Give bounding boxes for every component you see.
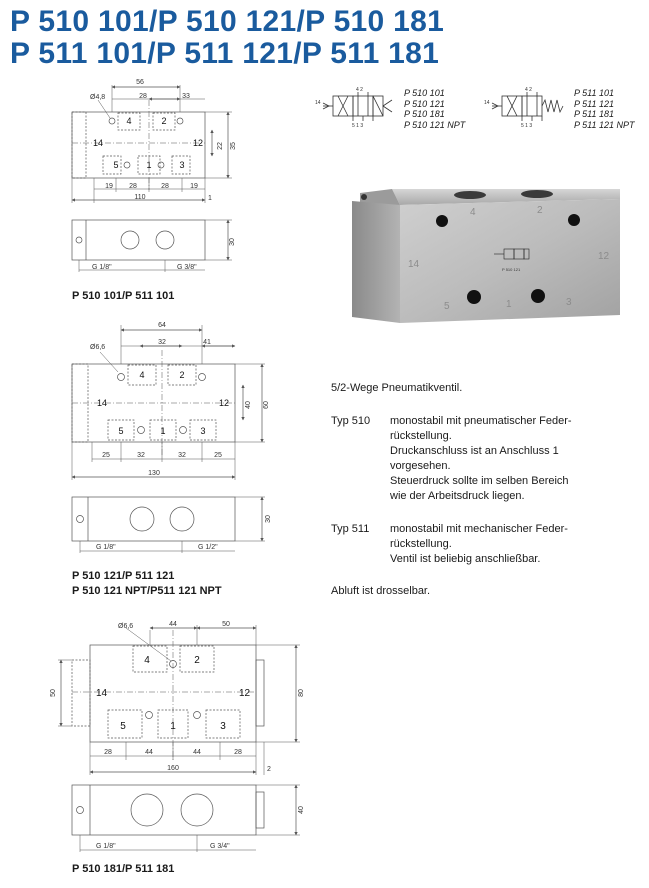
symbol-511-ports xyxy=(484,87,532,129)
svg-text:3: 3 xyxy=(566,297,572,308)
svg-text:40: 40 xyxy=(298,806,305,814)
drawing-3-side-view xyxy=(72,785,300,852)
page-title-line-1: P 510 101/P 510 121/P 510 181 xyxy=(10,5,445,38)
svg-text:50: 50 xyxy=(222,621,230,628)
caption-drawing-1: P 510 101/P 511 101 xyxy=(72,290,175,302)
svg-text:1: 1 xyxy=(170,721,176,732)
description-outro: Abluft ist drosselbar. xyxy=(331,585,431,597)
dim-1-outer-h: 35 xyxy=(230,142,237,150)
symbol-510 xyxy=(323,92,392,121)
typ-510-label: Typ 510 xyxy=(331,415,371,427)
svg-text:3: 3 xyxy=(179,160,185,170)
symbol-510-ports xyxy=(315,87,363,129)
svg-text:5 1 3: 5 1 3 xyxy=(521,123,533,129)
svg-text:1: 1 xyxy=(506,299,512,310)
svg-text:4: 4 xyxy=(144,655,150,666)
svg-text:12: 12 xyxy=(193,138,204,148)
svg-text:64: 64 xyxy=(158,322,166,329)
svg-text:60: 60 xyxy=(263,401,270,409)
svg-text:50: 50 xyxy=(50,689,57,697)
caption-drawing-2b: P 510 121 NPT/P511 121 NPT xyxy=(72,585,222,597)
svg-text:4 2: 4 2 xyxy=(356,87,363,93)
drawing-3-ports xyxy=(96,655,251,732)
caption-drawing-2a: P 510 121/P 511 121 xyxy=(72,570,175,582)
thread-1-left: G 1/8" xyxy=(92,264,112,271)
typ-511-label: Typ 511 xyxy=(331,523,370,535)
svg-text:G 1/2": G 1/2" xyxy=(198,544,218,551)
svg-text:12: 12 xyxy=(239,688,251,699)
svg-text:40: 40 xyxy=(245,401,252,409)
typ-510-text: monostabil mit pneumatischer Feder- rückstellung. Druckanschluss ist an Anschluss 1 vorgesehen. Steuerdruck sollte im selben Bereich wie der Arbeitsdruck liegen. xyxy=(390,415,572,502)
svg-text:5: 5 xyxy=(113,160,119,170)
drawing-1-threads xyxy=(92,238,236,271)
svg-text:25: 25 xyxy=(102,452,110,459)
svg-text:14: 14 xyxy=(484,100,490,106)
svg-text:32: 32 xyxy=(178,452,186,459)
svg-text:4: 4 xyxy=(126,116,132,126)
svg-text:3: 3 xyxy=(220,721,226,732)
svg-text:80: 80 xyxy=(298,689,305,697)
svg-text:12: 12 xyxy=(598,251,610,262)
drawing-3-top-view xyxy=(58,625,300,775)
svg-text:160: 160 xyxy=(167,765,179,772)
svg-text:2: 2 xyxy=(161,116,167,126)
svg-text:3: 3 xyxy=(200,426,206,436)
svg-text:2: 2 xyxy=(179,370,185,380)
svg-text:14: 14 xyxy=(96,688,108,699)
dim-1-28: 28 xyxy=(139,93,147,100)
svg-text:G 1/8": G 1/8" xyxy=(96,544,116,551)
svg-text:32: 32 xyxy=(137,452,145,459)
typ-511-text: monostabil mit mechanischer Feder- rückstellung. Ventil ist beliebig anschließbar. xyxy=(390,523,568,565)
caption-drawing-3: P 510 181/P 511 181 xyxy=(72,863,175,875)
dim-1-33: 33 xyxy=(182,93,190,100)
svg-text:2: 2 xyxy=(194,655,200,666)
svg-text:44: 44 xyxy=(145,749,153,756)
dim-1-hole: Ø4,8 xyxy=(90,94,106,101)
svg-text:30: 30 xyxy=(265,515,272,523)
svg-text:41: 41 xyxy=(203,339,211,346)
dim-1-b3: 19 xyxy=(190,183,198,190)
svg-text:14: 14 xyxy=(93,138,104,148)
svg-text:4: 4 xyxy=(139,370,145,380)
svg-text:4 2: 4 2 xyxy=(525,87,532,93)
svg-text:14: 14 xyxy=(408,259,420,270)
svg-text:14: 14 xyxy=(315,100,321,106)
drawing-2-threads xyxy=(96,515,272,551)
svg-text:28: 28 xyxy=(104,749,112,756)
thread-1-right: G 3/8" xyxy=(177,264,197,271)
svg-text:1: 1 xyxy=(160,426,166,436)
product-photo xyxy=(352,185,620,327)
svg-text:5 1 3: 5 1 3 xyxy=(352,123,364,129)
page-title-line-2: P 511 101/P 511 121/P 511 181 xyxy=(10,37,440,70)
svg-text:5: 5 xyxy=(118,426,124,436)
svg-text:2: 2 xyxy=(267,766,271,773)
dim-1-end: 1 xyxy=(208,195,212,202)
svg-text:44: 44 xyxy=(169,621,177,628)
svg-text:44: 44 xyxy=(193,749,201,756)
svg-text:Ø6,6: Ø6,6 xyxy=(90,344,106,351)
svg-text:14: 14 xyxy=(97,398,108,408)
svg-text:5: 5 xyxy=(120,721,126,732)
svg-text:5: 5 xyxy=(444,301,450,312)
svg-text:2: 2 xyxy=(537,205,543,216)
svg-text:G 1/8": G 1/8" xyxy=(96,843,116,850)
svg-text:G 3/4": G 3/4" xyxy=(210,843,230,850)
svg-text:4: 4 xyxy=(470,207,476,218)
symbol-511 xyxy=(492,92,563,121)
symbol-511-models: P 511 101 P 511 121 P 511 181 P 511 121 NPT xyxy=(574,88,635,130)
description-intro: 5/2-Wege Pneumatikventil. xyxy=(331,382,463,394)
dim-1-b1: 28 xyxy=(129,183,137,190)
dim-1-total: 110 xyxy=(134,194,146,201)
svg-text:1: 1 xyxy=(146,160,152,170)
svg-text:130: 130 xyxy=(148,470,160,477)
svg-text:12: 12 xyxy=(219,398,230,408)
svg-text:Ø6,6: Ø6,6 xyxy=(118,623,134,630)
symbol-510-models: P 510 101 P 510 121 P 510 181 P 510 121 NPT xyxy=(404,88,466,130)
svg-text:25: 25 xyxy=(214,452,222,459)
dim-1-total-top: 56 xyxy=(136,79,144,86)
svg-text:32: 32 xyxy=(158,339,166,346)
svg-text:P 510 121: P 510 121 xyxy=(502,267,521,272)
svg-text:28: 28 xyxy=(234,749,242,756)
drawing-3-dimensions xyxy=(50,621,305,773)
dim-1-inner-h: 22 xyxy=(217,142,224,150)
drawing-3-threads xyxy=(96,806,305,850)
dim-1-side-h: 30 xyxy=(229,238,236,246)
dim-1-b2: 28 xyxy=(161,183,169,190)
dim-1-b0: 19 xyxy=(105,183,113,190)
